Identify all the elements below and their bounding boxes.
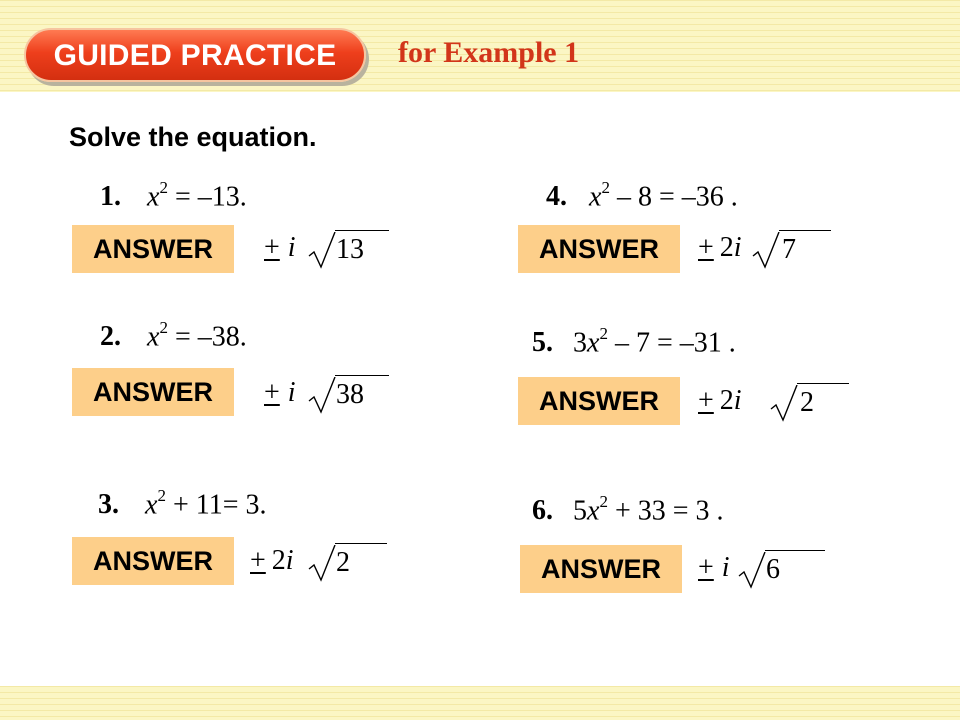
badge-label: GUIDED PRACTICE — [53, 39, 337, 72]
answer-label-1: ANSWER — [72, 225, 234, 273]
square-root-icon — [308, 377, 336, 415]
problem-equation: $x^2 - 8 = -36$ . — [589, 178, 738, 213]
problem-4 — [546, 180, 738, 213]
problem-1 — [100, 180, 247, 213]
problem-equation: $3x^2 - 7 = -31$ . — [573, 324, 736, 359]
problem-equation: $x^2 = -38$. — [147, 318, 247, 353]
problem-number: 4. — [546, 181, 567, 213]
answer-label-4: ANSWER — [518, 225, 680, 273]
answer-4: + 2i 7 — [698, 232, 742, 272]
problem-5 — [532, 326, 736, 359]
footer-band — [0, 686, 960, 720]
problem-equation: $x^2 = -13$. — [147, 178, 247, 213]
answer-3: + 2i 2 — [250, 545, 294, 585]
example-reference: for Example 1 — [398, 36, 580, 69]
problem-number: 2. — [100, 321, 121, 353]
problem-number: 5. — [532, 327, 553, 359]
square-root-icon — [752, 232, 780, 270]
square-root-icon — [308, 545, 336, 583]
problem-equation: $5x^2 + 33 = 3$ . — [573, 492, 724, 527]
answer-6: + i 6 — [698, 552, 730, 592]
square-root-icon — [308, 232, 336, 270]
problem-number: 3. — [98, 489, 119, 521]
problem-3 — [98, 488, 266, 521]
answer-2: + i 38 — [264, 377, 296, 417]
problem-number: 1. — [100, 181, 121, 213]
square-root-icon — [738, 552, 766, 590]
instruction-text: Solve the equation. — [69, 122, 317, 152]
problem-2 — [100, 320, 247, 353]
answer-1: + i 13 — [264, 232, 296, 272]
problem-6 — [532, 494, 724, 527]
answer-label-5: ANSWER — [518, 377, 680, 425]
answer-label-6: ANSWER — [520, 545, 682, 593]
answer-label-2: ANSWER — [72, 368, 234, 416]
answer-5: + 2i 2 — [698, 385, 742, 425]
guided-practice-badge — [24, 28, 366, 82]
square-root-icon — [770, 385, 798, 423]
problem-equation: $x^2 + 11= 3$. — [145, 486, 267, 521]
answer-label-3: ANSWER — [72, 537, 234, 585]
problem-number: 6. — [532, 495, 553, 527]
